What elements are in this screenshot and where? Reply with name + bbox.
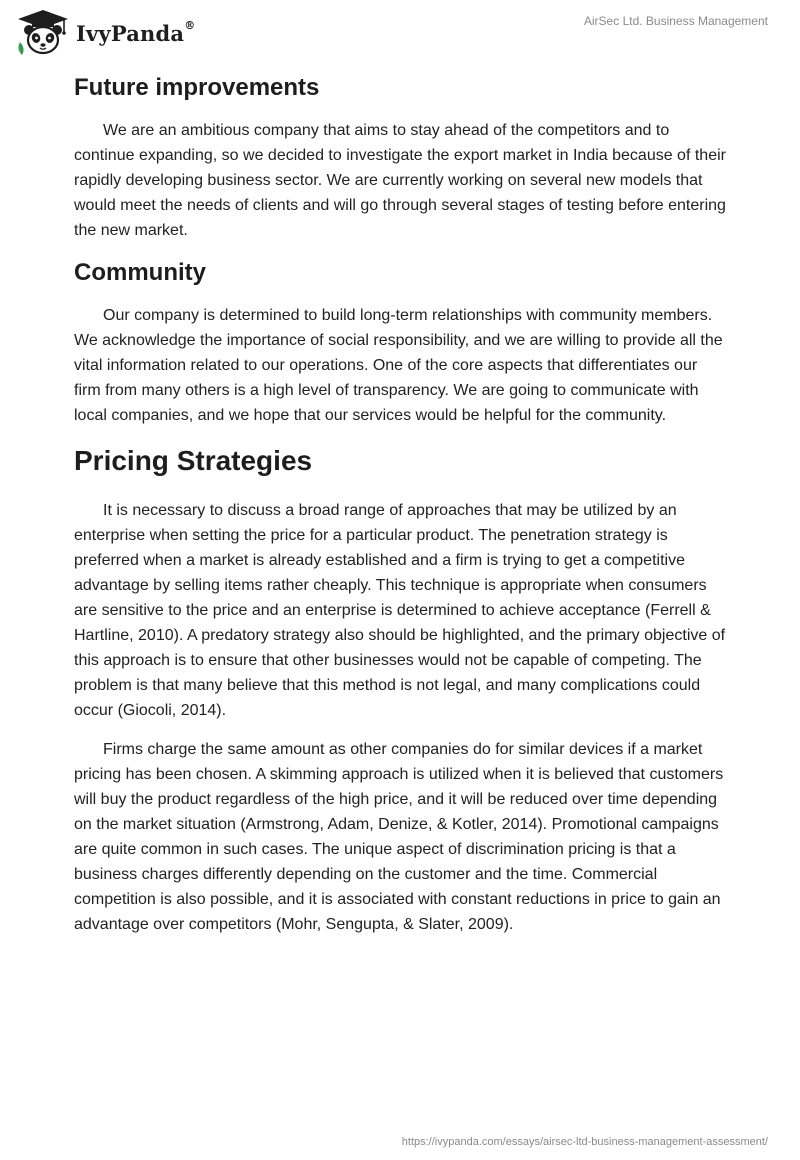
paragraph: Firms charge the same amount as other companies do for similar devices if a market pricing has been chosen. A skimming approach is utilized when it is believed that customers will buy the product regardless of the high price, and it will be reduced over time depending on the market situation (Armstrong, Adam, Denize, & Kotler, 2014). Promotional campaigns are quite common in such cases. The unique aspect of discrimination pricing is that a business charges differently depending on the customer and the time. Commercial competition is also possible, and it is associated with constant reductions in price to gain an advantage over competitors (Mohr, Sengupta, & Slater, 2009). xyxy=(74,741,724,933)
registered-mark: ® xyxy=(184,18,196,32)
essay-content xyxy=(74,72,726,951)
section-heading: Community xyxy=(74,259,206,286)
section-heading: Future improvements xyxy=(74,74,320,101)
source-url[interactable]: https://ivypanda.com/essays/airsec-ltd-business-management-assessment/ xyxy=(401,1136,768,1148)
section-pricing-strategies xyxy=(74,442,726,937)
paragraph: It is necessary to discuss a broad range of approaches that may be utilized by an enterprise when setting the price for a particular product. The penetration strategy is preferred when a market is already established and a firm is trying to get a competitive advantage by selling items rather cheaply. This technique is appropriate when consumers are sensitive to the price and an enterprise is determined to achieve acceptance (Ferrell & Hartline, 2010). A predatory strategy also should be highlighted, and the primary objective of this approach is to ensure that other businesses would not be capable of competing. The problem is that many believe that this method is not legal, and many complications could occur (Giocoli, 2014). xyxy=(74,502,726,719)
section-heading: Pricing Strategies xyxy=(74,445,313,476)
paragraph: Our company is determined to build long-term relationships with community members. We acknowledge the importance of social responsibility, and we are willing to provide all the vital information related to our operations. One of the core aspects that differentiates our firm from many others is a high level of transparency. We are going to communicate with local companies, and we hope that our services would be helpful for the community. xyxy=(74,307,723,424)
logo-name: IvyPanda xyxy=(76,20,185,46)
ivypanda-logo[interactable] xyxy=(14,8,195,58)
panda-graduate-icon xyxy=(14,8,72,58)
document-title: AirSec Ltd. Business Management xyxy=(583,14,768,28)
section-future-improvements xyxy=(74,72,726,243)
section-community xyxy=(74,257,726,428)
logo-wordmark xyxy=(76,18,196,46)
page-header xyxy=(0,0,800,64)
paragraph: We are an ambitious company that aims to stay ahead of the competitors and to continue expanding, so we decided to investigate the export market in India because of their rapidly developing business sector. We are currently working on several new models that would meet the needs of clients and will go through several stages of testing before entering the new market. xyxy=(74,122,726,239)
